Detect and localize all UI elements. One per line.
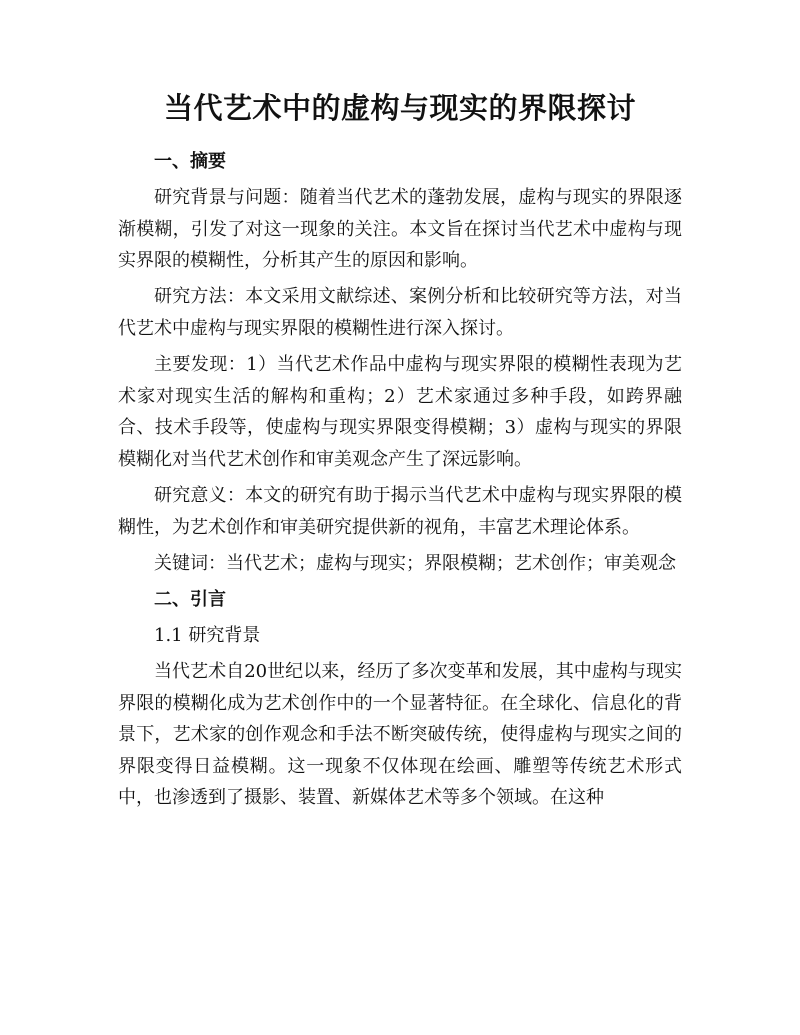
abstract-background-paragraph: 研究背景与问题：随着当代艺术的蓬勃发展，虚构与现实的界限逐渐模糊，引发了对这一现象的关注。本文旨在探讨当代艺术中虚构与现实界限的模糊性，分析其产生的原因和影响。	[118, 187, 682, 272]
research-background-subheading: 1.1 研究背景	[154, 624, 261, 646]
abstract-findings-paragraph: 主要发现：1）当代艺术作品中虚构与现实界限的模糊性表现为艺术家对现实生活的解构和重构；2）艺术家通过多种手段，如跨界融合、技术手段等，使虚构与现实界限变得模糊；3）虚构与现实的界限模糊化对当代艺术创作和审美观念产生了深远影响。	[118, 354, 682, 470]
abstract-methods-paragraph: 研究方法：本文采用文献综述、案例分析和比较研究等方法，对当代艺术中虚构与现实界限的模糊性进行深入探讨。	[118, 286, 682, 339]
document-title: 当代艺术中的虚构与现实的界限探讨	[163, 91, 636, 125]
document-body	[118, 146, 682, 818]
introduction-heading: 二、引言	[154, 588, 226, 610]
abstract-heading: 一、摘要	[154, 151, 226, 172]
keywords-paragraph: 关键词：当代艺术；虚构与现实；界限模糊；艺术创作；审美观念	[154, 552, 676, 574]
abstract-significance-paragraph: 研究意义：本文的研究有助于揭示当代艺术中虚构与现实界限的模糊性，为艺术创作和审美研究提供新的视角，丰富艺术理论体系。	[118, 484, 682, 538]
research-background-paragraph: 当代艺术自20世纪以来，经历了多次变革和发展，其中虚构与现实界限的模糊化成为艺术创作中的一个显著特征。在全球化、信息化的背景下，艺术家的创作观念和手法不断突破传统，使得虚构与现实之间的界限变得日益模糊。这一现象不仅体现在绘画、雕塑等传统艺术形式中，也渗透到了摄影、装置、新媒体艺术等多个领域。在这种	[118, 660, 682, 809]
